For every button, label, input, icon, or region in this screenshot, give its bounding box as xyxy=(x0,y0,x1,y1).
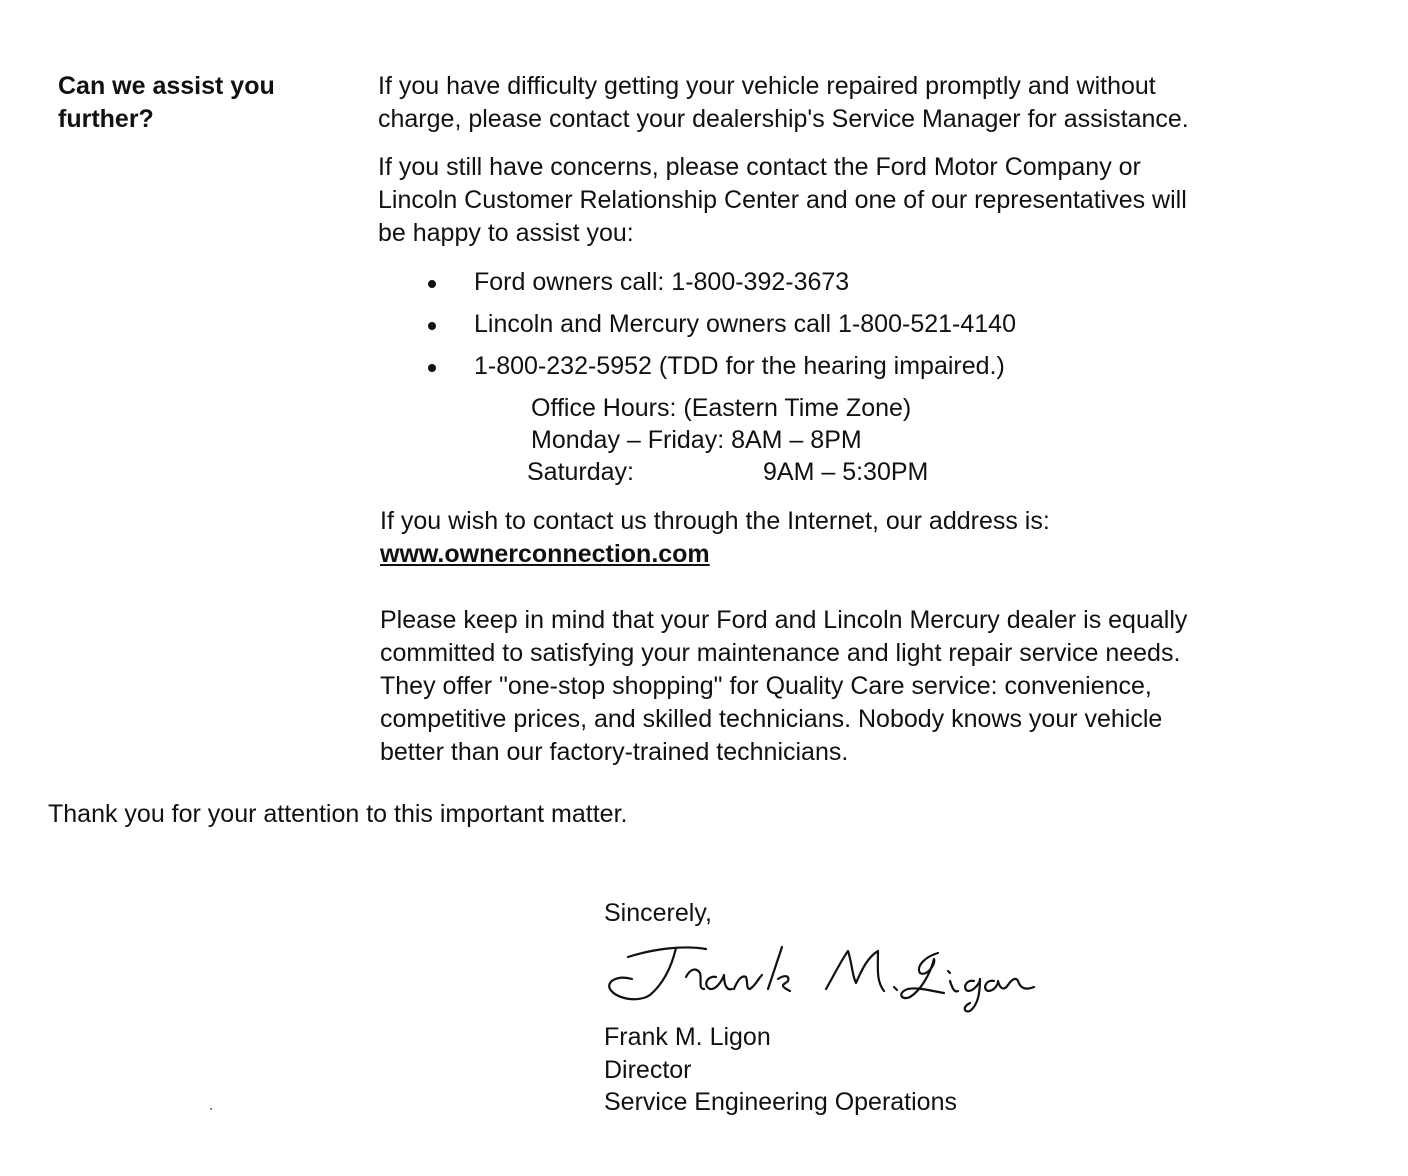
repair-paragraph-line: If you have difficulty getting your vehicle repaired promptly and without xyxy=(378,72,1156,100)
phone-list-text: Ford owners call: 1-800-392-3673 xyxy=(474,268,850,296)
internet-paragraph xyxy=(378,505,1338,571)
internet-line: If you wish to contact us through the Internet, our address is: xyxy=(380,507,1050,535)
saturday-label: Saturday: xyxy=(527,458,635,486)
phone-list-text: Lincoln and Mercury owners call 1-800-521-4140 xyxy=(474,310,1016,338)
repair-paragraph xyxy=(378,70,1338,136)
dealer-paragraph xyxy=(380,604,1340,769)
bullet-icon xyxy=(428,322,436,330)
concerns-paragraph-line: If you still have concerns, please contact the Ford Motor Company or xyxy=(378,153,1141,181)
phone-list-item xyxy=(378,266,1338,308)
office-hours-saturday xyxy=(527,456,929,488)
office-hours-title: Office Hours: (Eastern Time Zone) xyxy=(531,394,912,422)
dealer-paragraph-line: They offer "one-stop shopping" for Quality Care service: convenience, xyxy=(380,672,1152,700)
concerns-paragraph-line: Lincoln Customer Relationship Center and one of our representatives will xyxy=(378,186,1187,214)
phone-list xyxy=(378,266,1338,392)
dealer-paragraph-line: Please keep in mind that your Ford and Lincoln Mercury dealer is equally xyxy=(380,606,1188,634)
office-hours-weekday: Monday – Friday: 8AM – 8PM xyxy=(531,426,862,454)
handwritten-signature xyxy=(598,935,1048,1025)
closing-salutation: Sincerely, xyxy=(604,899,712,927)
section-heading xyxy=(58,70,358,136)
dealer-paragraph-line: committed to satisfying your maintenance and light repair service needs. xyxy=(380,639,1181,667)
phone-list-item xyxy=(378,350,1338,392)
thank-you-line: Thank you for your attention to this important matter. xyxy=(48,800,628,828)
owner-connection-link[interactable]: www.ownerconnection.com xyxy=(380,540,710,568)
phone-list-item xyxy=(378,308,1338,350)
section-heading-line-2: further? xyxy=(58,105,154,133)
dealer-paragraph-line: better than our factory-trained technicians. xyxy=(380,738,849,766)
section-heading-line-1: Can we assist you xyxy=(58,72,275,100)
phone-list-text: 1-800-232-5952 (TDD for the hearing impaired.) xyxy=(474,352,1005,380)
repair-paragraph-line: charge, please contact your dealership's Service Manager for assistance. xyxy=(378,105,1189,133)
signer-name: Frank M. Ligon xyxy=(604,1023,771,1051)
dealer-paragraph-line: competitive prices, and skilled technicians. Nobody knows your vehicle xyxy=(380,705,1163,733)
scan-speck xyxy=(210,1108,212,1110)
concerns-paragraph xyxy=(378,151,1338,250)
office-hours xyxy=(527,392,929,488)
bullet-icon xyxy=(428,280,436,288)
signer-department: Service Engineering Operations xyxy=(604,1088,957,1116)
saturday-time: 9AM – 5:30PM xyxy=(763,458,929,486)
signer-title: Director xyxy=(604,1055,692,1084)
signer-block xyxy=(604,1021,957,1119)
bullet-icon xyxy=(428,364,436,372)
concerns-paragraph-line: be happy to assist you: xyxy=(378,219,634,247)
